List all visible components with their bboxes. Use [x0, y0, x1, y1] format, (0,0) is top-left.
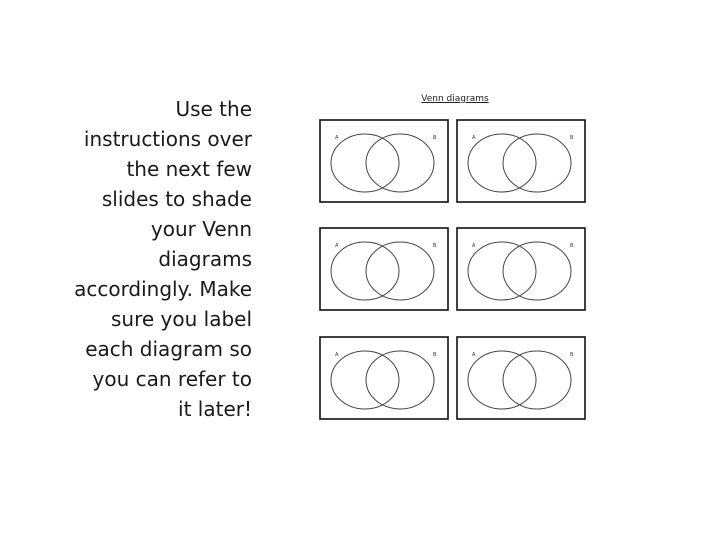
venn-circle-b — [503, 242, 571, 300]
instruction-line: the next few — [126, 157, 252, 181]
venn-universal-set-box — [320, 337, 448, 419]
venn-label-a: A — [335, 352, 339, 358]
venn-label-b: B — [433, 352, 437, 358]
venn-diagram-grid — [310, 88, 600, 428]
venn-universal-set-box — [320, 120, 448, 202]
venn-universal-set-box — [457, 120, 585, 202]
venn-label-b: B — [433, 135, 437, 141]
venn-universal-set-box — [457, 337, 585, 419]
venn-circle-b — [366, 351, 434, 409]
instruction-line: slides to shade — [101, 187, 252, 211]
venn-worksheet-image — [310, 88, 600, 428]
venn-universal-set-box — [320, 228, 448, 310]
instruction-line: your Venn — [150, 217, 252, 241]
instruction-line: you can refer to — [92, 367, 252, 391]
instruction-line: it later! — [178, 397, 252, 421]
venn-circle-b — [366, 242, 434, 300]
venn-diagram — [457, 120, 585, 202]
instruction-line: diagrams — [158, 247, 252, 271]
worksheet-title: Venn diagrams — [421, 94, 489, 104]
venn-circle-b — [503, 351, 571, 409]
venn-circle-a — [331, 242, 399, 300]
venn-label-b: B — [433, 243, 437, 249]
venn-circle-a — [468, 242, 536, 300]
venn-diagram — [457, 228, 585, 310]
venn-circle-a — [468, 134, 536, 192]
venn-label-b: B — [570, 352, 574, 358]
venn-diagram — [320, 120, 448, 202]
instructions-text — [30, 94, 252, 424]
venn-circle-b — [503, 134, 571, 192]
instruction-line: sure you label — [110, 307, 252, 331]
venn-label-b: B — [570, 243, 574, 249]
venn-label-a: A — [472, 135, 476, 141]
venn-circle-a — [331, 351, 399, 409]
venn-label-a: A — [335, 135, 339, 141]
venn-diagram — [320, 228, 448, 310]
venn-circle-a — [468, 351, 536, 409]
venn-label-b: B — [570, 135, 574, 141]
venn-diagram — [320, 337, 448, 419]
instruction-line: Use the — [175, 97, 252, 121]
venn-circle-a — [331, 134, 399, 192]
venn-label-a: A — [335, 243, 339, 249]
venn-label-a: A — [472, 352, 476, 358]
venn-label-a: A — [472, 243, 476, 249]
instruction-line: each diagram so — [85, 337, 252, 361]
venn-diagram — [457, 337, 585, 419]
instruction-line: accordingly. Make — [74, 277, 252, 301]
venn-universal-set-box — [457, 228, 585, 310]
venn-circle-b — [366, 134, 434, 192]
instruction-line: instructions over — [83, 127, 252, 151]
